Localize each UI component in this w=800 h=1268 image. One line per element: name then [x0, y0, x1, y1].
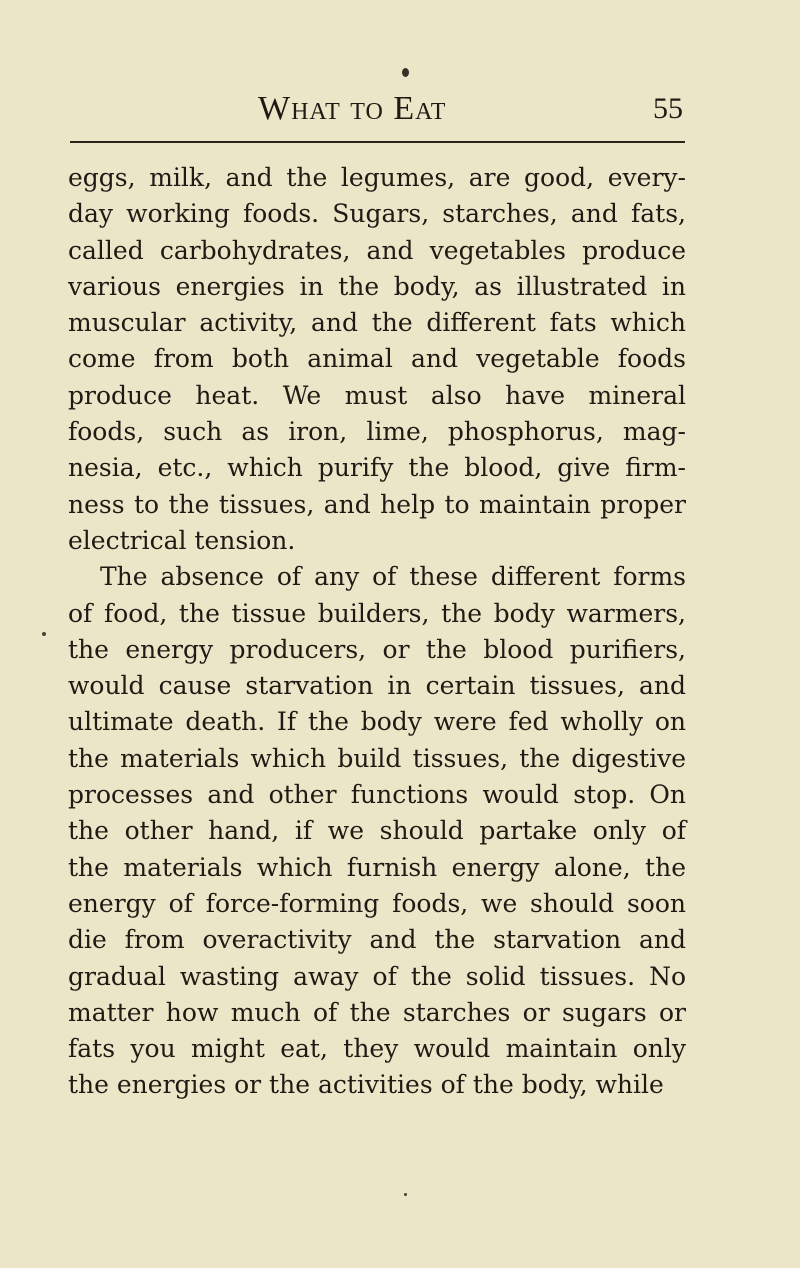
body-text: [68, 160, 686, 1104]
text-line: foods, such as iron, lime, phosphorus, mag-: [68, 417, 686, 447]
text-line: nesia, etc., which purify the blood, give firm-: [68, 453, 686, 483]
page-number: 55: [653, 92, 683, 125]
text-line: the materials which furnish energy alone, the: [68, 852, 686, 882]
text-line: energy of force-forming foods, we should soon: [68, 888, 686, 918]
text-line: muscular activity, and the different fats which: [68, 308, 686, 338]
stray-ink-mark: [404, 1193, 407, 1196]
text-line: processes and other functions would stop. On: [68, 780, 686, 810]
page-header: [68, 82, 683, 138]
text-line: die from overactivity and the starvation and: [68, 925, 686, 955]
text-line: the other hand, if we should partake only of: [68, 816, 686, 846]
stray-ink-mark: [42, 632, 46, 636]
text-line: the energies or the activities of the body, while: [68, 1070, 664, 1100]
text-line: come from both animal and vegetable foods: [68, 344, 686, 374]
text-line: day working foods. Sugars, starches, and fats,: [68, 199, 686, 229]
text-line: electrical tension.: [68, 525, 296, 555]
text-line: called carbohydrates, and vegetables produce: [68, 235, 686, 265]
text-line: the energy producers, or the blood purifiers,: [68, 634, 686, 664]
text-line: gradual wasting away of the solid tissues. No: [68, 961, 686, 991]
text-line: ness to the tissues, and help to maintain proper: [68, 489, 686, 519]
text-line: matter how much of the starches or sugars or: [68, 997, 686, 1027]
text-line: would cause starvation in certain tissues, and: [68, 671, 686, 701]
running-title: What to Eat: [258, 90, 447, 127]
ornament-dot: [402, 68, 409, 77]
text-line: of food, the tissue builders, the body warmers,: [68, 598, 686, 628]
text-line: fats you might eat, they would maintain only: [68, 1034, 686, 1064]
text-line: ultimate death. If the body were fed wholly on: [68, 707, 686, 737]
text-line: various energies in the body, as illustrated in: [68, 271, 686, 301]
text-line: the materials which build tissues, the digestive: [68, 743, 686, 773]
text-line: eggs, milk, and the legumes, are good, every-: [68, 163, 686, 192]
text-line: The absence of any of these different forms: [100, 562, 686, 592]
text-line: produce heat. We must also have mineral: [68, 380, 686, 410]
header-rule: [70, 141, 685, 143]
